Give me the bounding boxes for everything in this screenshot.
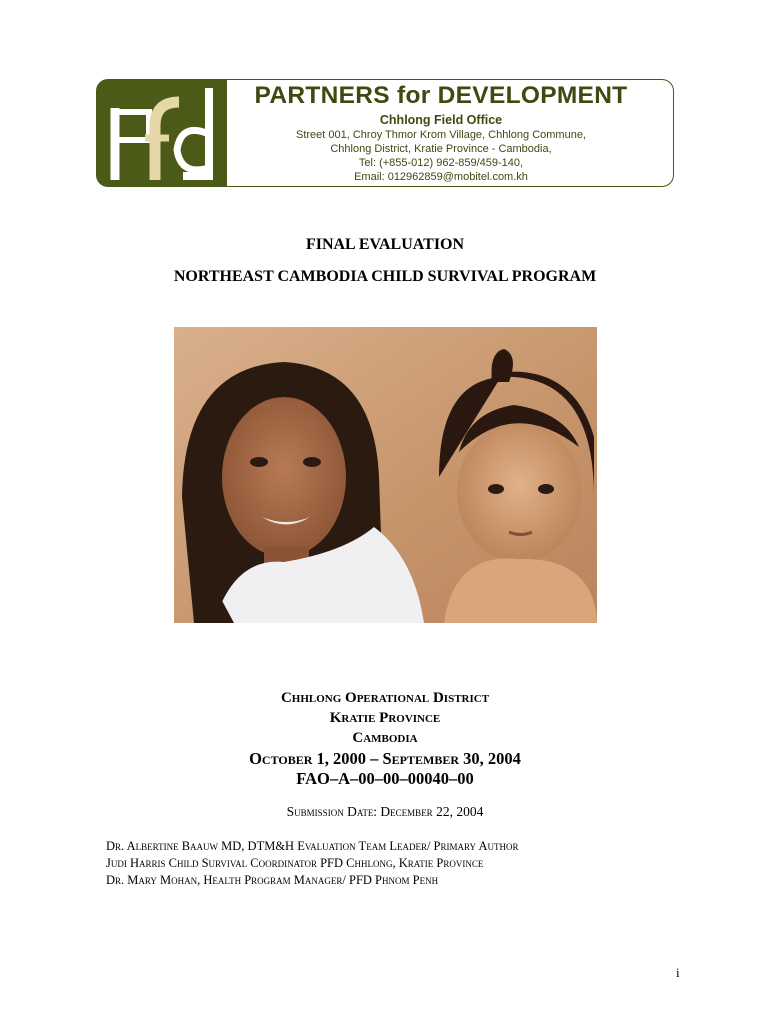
pfd-logo — [97, 80, 227, 186]
author-line: Dr. Mary Mohan, Health Program Manager/ PFD Phnom Penh — [106, 873, 439, 887]
district-line: Chhlong Operational District — [280, 690, 490, 706]
report-title: FINAL EVALUATION — [305, 236, 465, 253]
address-line: Chhlong District, Kratie Province - Cambodia, — [330, 143, 552, 155]
office-name: Chhlong Field Office — [379, 113, 503, 127]
author-line: Judi Harris Child Survival Coordinator PFD Chhlong, Kratie Province — [106, 856, 484, 870]
program-title: NORTHEAST CAMBODIA CHILD SURVIVAL PROGRAM — [173, 268, 597, 285]
province-line: Kratie Province — [329, 710, 441, 726]
author-list — [106, 838, 518, 889]
email-line: Email: 012962859@mobitel.com.kh — [354, 171, 528, 183]
address-line: Street 001, Chroy Thmor Krom Village, Chhlong Commune, — [295, 129, 586, 141]
page-number: i — [676, 965, 680, 980]
org-name: PARTNERS for DEVELOPMENT — [254, 82, 628, 109]
country-line: Cambodia — [352, 730, 418, 746]
submission-date: Submission Date: December 22, 2004 — [286, 804, 484, 819]
award-number: FAO–A–00–00–00040–00 — [296, 769, 474, 788]
author-line: Dr. Albertine Baauw MD, DTM&H Evaluation Team Leader/ Primary Author — [106, 839, 519, 853]
letterhead-text — [232, 82, 650, 184]
cover-photo — [174, 327, 597, 623]
date-range-line: October 1, 2000 – September 30, 2004 — [249, 749, 521, 768]
phone-line: Tel: (+855-012) 962-859/459-140, — [358, 157, 524, 169]
